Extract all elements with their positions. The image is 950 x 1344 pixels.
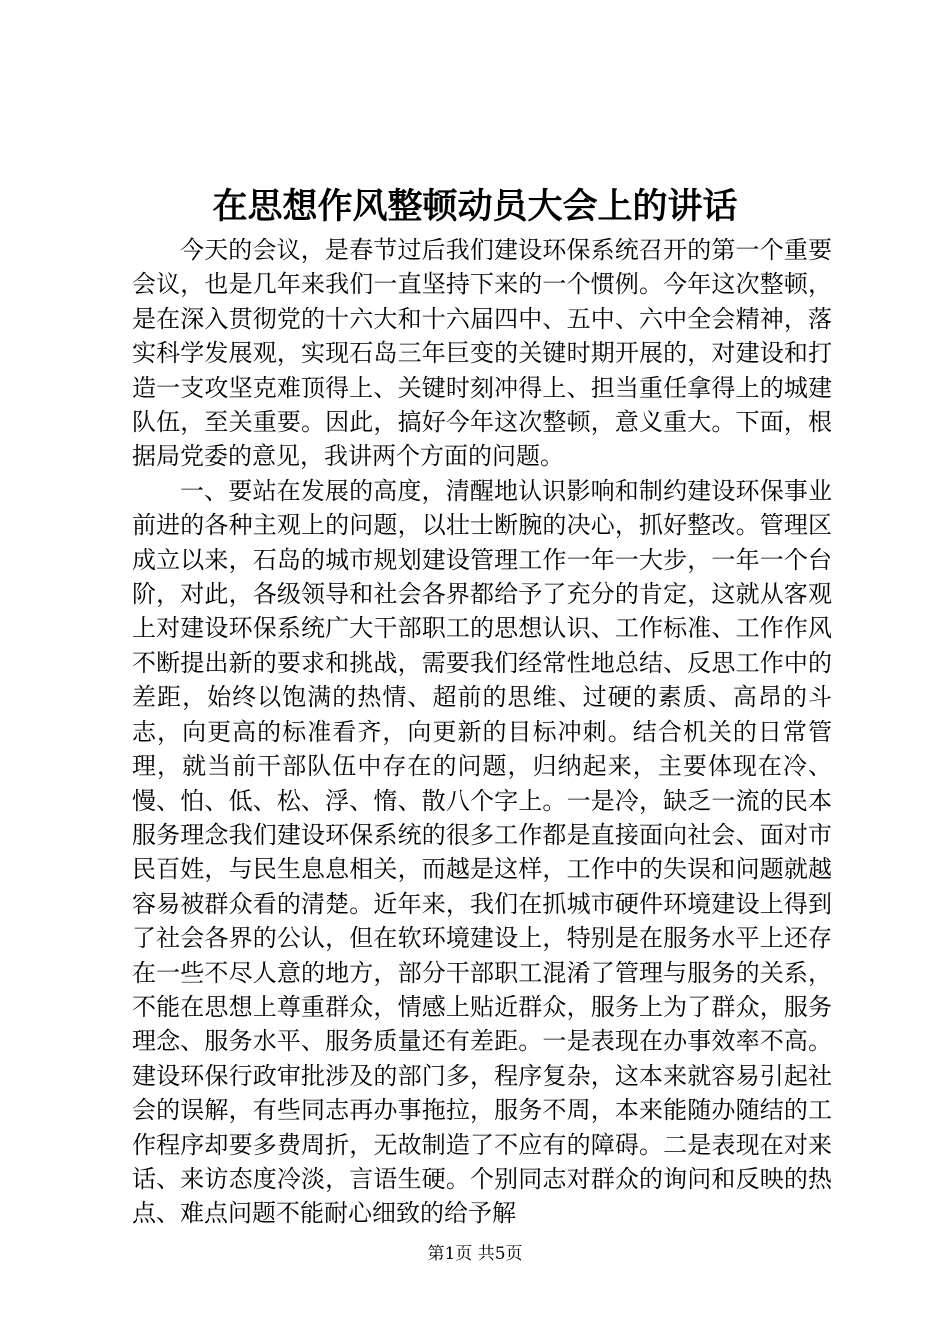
document-title: 在思想作风整顿动员大会上的讲话 xyxy=(212,186,738,227)
page-number-footer: 第1页 共5页 xyxy=(427,1244,523,1264)
document-body xyxy=(132,233,832,1231)
paragraph-intro: 今天的会议，是春节过后我们建设环保系统召开的第一个重要会议，也是几年来我们一直坚持下来的一个惯例。今年这次整顿，是在深入贯彻党的十六大和十六届四中、五中、六中全会精神，落实科学发展观，实现石岛三年巨变的关键时期开展的，对建设和打造一支攻坚克难顶得上、关键时刻冲得上、担当重任拿得上的城建队伍，至关重要。因此，搞好今年这次整顿，意义重大。下面，根据局党委的意见，我讲两个方面的问题。 xyxy=(132,236,832,471)
paragraph-section-one: 一、要站在发展的高度，清醒地认识影响和制约建设环保事业前进的各种主观上的问题，以壮士断腕的决心，抓好整改。管理区成立以来，石岛的城市规划建设管理工作一年一大步，一年一个台阶，对此，各级领导和社会各界都给予了充分的肯定，这就从客观上对建设环保系统广大干部职工的思想认识、工作标准、工作作风不断提出新的要求和挑战，需要我们经常性地总结、反思工作中的差距，始终以饱满的热情、超前的思维、过硬的素质、高昂的斗志，向更高的标准看齐，向更新的目标冲刺。结合机关的日常管理，就当前干部队伍中存在的问题，归纳起来，主要体现在冷、慢、怕、低、松、浮、惰、散八个字上。一是冷，缺乏一流的民本服务理念我们建设环保系统的很多工作都是直接面向社会、面对市民百姓，与民生息息相关，而越是这样，工作中的失误和问题就越容易被群众看的清楚。近年来，我们在抓城市硬件环境建设上得到了社会各界的公认，但在软环境建设上，特别是在服务水平上还存在一些不尽人意的地方，部分干部职工混淆了管理与服务的关系，不能在思想上尊重群众，情感上贴近群众，服务上为了群众，服务理念、服务水平、服务质量还有差距。一是表现在办事效率不高。建设环保行政审批涉及的部门多，程序复杂，这本来就容易引起社会的误解，有些同志再办事拖拉，服务不周，本来能随办随结的工作程序却要多费周折，无故制造了不应有的障碍。二是表现在对来话、来访态度冷淡，言语生硬。个别同志对群众的询问和反映的热点、难点问题不能耐心细致的给予解 xyxy=(132,476,832,1228)
